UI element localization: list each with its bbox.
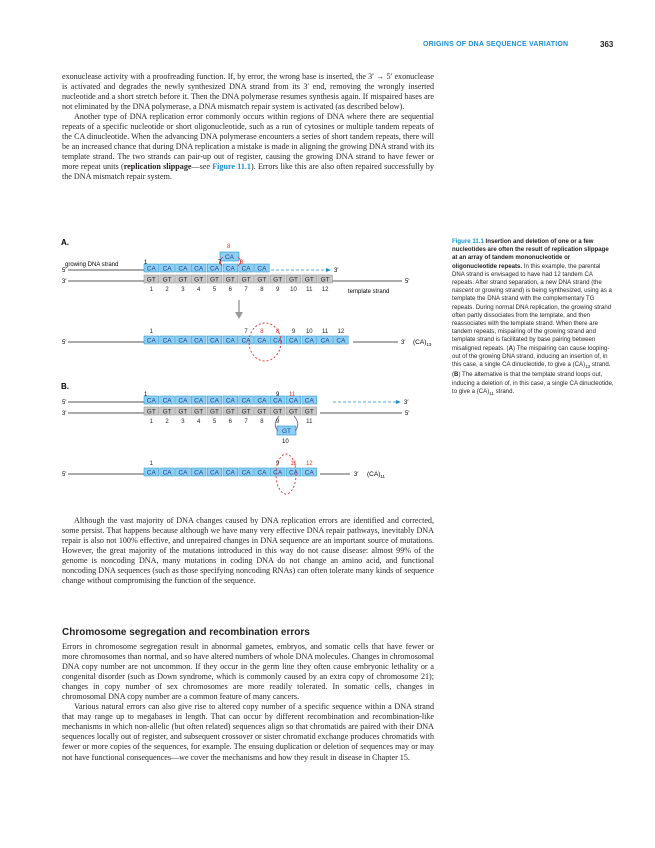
b-growing-ca-text: CA <box>162 397 172 405</box>
a-template-gt-text: GT <box>146 276 156 284</box>
b-product-three-prime: 3′ <box>354 472 359 478</box>
b-looped-out-gt-text: GT <box>281 428 292 435</box>
b-growing-ca-text: CA <box>194 397 204 405</box>
a-template-num-1: 1 <box>149 287 153 293</box>
b-product-ca-text: CA <box>209 469 220 477</box>
caption-text-6: strand. <box>493 387 515 395</box>
a-product-ca-text: CA <box>209 337 220 345</box>
a-template-num-12: 12 <box>321 287 329 293</box>
a-template-gt-text: GT <box>304 276 314 284</box>
b-product-ca-text: CA <box>241 469 251 477</box>
a-product-ca-text: CA <box>336 337 346 345</box>
a-product-numbers <box>150 329 345 335</box>
b-product-numbers <box>150 461 314 467</box>
b-template-gt-text: GT <box>178 408 188 416</box>
caption-panel-a-ref: A <box>508 344 513 352</box>
b-template-num-6: 6 <box>228 419 232 425</box>
a-bottom-five-prime: 5′ <box>405 279 410 285</box>
paragraph-3: Although the vast majority of DNA changes caused by DNA replication errors are identified and corrected, some persist. That happens because although we have many very effective DNA repair pathways, inevitably DNA repair is also not 100% effective, and unrepaired changes in DNA sequence are an important source of mutations. However, the great majority of the mutations introduced in this way do not cause disease: almost 99% of the genome is noncoding DNA, many mutations in coding DNA do not change an amino acid, and functional noncoding DNA sequences (such as those specifying noncoding RNAs) can often tolerate many kinds of sequence change without compromising the function of the sequence. <box>62 516 434 586</box>
b-template-gt-text: GT <box>304 408 314 416</box>
b-template-strand-repeats <box>144 407 317 416</box>
paragraph-2-text: Another type of DNA replication error commonly occurs within regions of DNA where there are sequential repeats of a specific nucleotide or short oligonucleotide, such as a run of cytosines or multiple tandem repeats of the CA dinucleotide. When the advancing DNA polymerase encounters a series of short tandem repeats, there will be an increased chance that during DNA replication a mistake is made in aligning the growing DNA strand with its template strand. The two strands can pair-up out of register, causing the growing DNA strand to have fewer or more repeat units ( <box>62 112 434 172</box>
b-product-label: $(CA)_{11}$ <box>367 471 386 479</box>
paragraph-1: exonuclease activity with a proofreading function. If, by error, the wrong base is inserted, the 3′ → 5′ exonuclease is activated and degrades the newly synthesized DNA strand from its 3′ end, removing the wrongly inserted nucleotide and a short stretch before it. Then the DNA polymerase resumes synthesis again. If mispaired bases are not eliminated by the DNA polymerase, a DNA mismatch repair system is activated (as described below). <box>62 72 434 112</box>
b-template-num-8: 8 <box>260 419 264 425</box>
b-template-gt-text: GT <box>273 408 283 416</box>
a-template-gt-text: GT <box>273 276 283 284</box>
b-product-ca-text: CA <box>304 469 314 477</box>
replication-slippage-diagram <box>58 232 440 502</box>
a-product-num-8: 8 <box>260 329 264 335</box>
a-looped-out-ca-text: CA <box>224 254 235 261</box>
a-product-num-8: 8 <box>276 329 280 335</box>
a-growing-ca-text: CA <box>209 265 220 273</box>
a-top-five-prime: 5′ <box>62 268 67 274</box>
running-header <box>420 40 620 54</box>
a-growing-ca-text: CA <box>225 265 235 273</box>
a-template-numbers <box>150 287 329 293</box>
a-product-num-1: 1 <box>149 329 153 335</box>
b-bottom-five-prime: 5′ <box>405 411 410 417</box>
b-template-gt-text: GT <box>225 408 235 416</box>
body-text-top <box>62 72 434 183</box>
b-growing-ca-text: CA <box>288 397 299 405</box>
caption-text-2: or growing strand) is being synthesized, using as a template the DNA strand with the complementary TG repeats. During normal DNA replication, the growing strand often partly dissociates from the template, and then reassociates with the template strand. When there are tandem repeats, mispairing of the growing strand and template strand is facilitated by base pairing between misaligned repeats. ( <box>452 287 612 352</box>
b-product-num-1: 1 <box>149 461 153 467</box>
a-product-ca-text: CA <box>273 337 283 345</box>
a-product-ca-text: CA <box>225 337 235 345</box>
paragraph-4: Errors in chromosome segregation result in abnormal gametes, embryos, and somatic cells that have fewer or more chromosomes than normal, and so have altered numbers of whole DNA molecules. Changes in chromosomal DNA copy number are not uncommon. If they occur in the germ line they often cause embryonic lethality or a congenital disorder (such as Down syndrome, which is commonly caused by an extra copy of chromosome 21); changes in copy number of sex chromosomes are more readily tolerated. In somatic cells, changes in chromosomal DNA copy number are a common feature of many cancers. <box>62 642 434 702</box>
a-growing-strand-repeats <box>144 264 269 273</box>
a-product-ca-text: CA <box>257 337 267 345</box>
b-template-num-11: 11 <box>306 419 313 425</box>
a-growing-ca-text: CA <box>178 265 188 273</box>
replication-slippage-term: replication slippage <box>123 162 192 172</box>
b-growing-ca-text: CA <box>209 397 220 405</box>
b-top-num-9: 9 <box>276 392 280 398</box>
a-product-ca-text: CA <box>320 337 330 345</box>
b-product-ca-text: CA <box>178 469 188 477</box>
a-process-arrowhead <box>235 312 243 319</box>
b-product-ca-text: CA <box>288 469 299 477</box>
a-template-num-11: 11 <box>306 287 313 293</box>
a-product-ca-text: CA <box>304 337 314 345</box>
b-product-ca-text: CA <box>225 469 235 477</box>
b-template-num-7: 7 <box>244 419 248 425</box>
caption-panel-b-ref: B <box>454 371 459 379</box>
a-product-num-7: 7 <box>244 329 248 335</box>
a-product-ca-text: CA <box>146 337 156 345</box>
panel-b-label: B. <box>61 382 69 391</box>
b-product-ca-text: CA <box>162 469 172 477</box>
b-template-gt-text: GT <box>257 408 267 416</box>
a-template-num-7: 7 <box>244 287 248 293</box>
caption-text-5: ) The alternative is that the template strand loops out, inducing a deletion of, in this case, a single CA dinucleotide, to give a (CA) <box>452 371 614 395</box>
a-template-num-3: 3 <box>181 287 185 293</box>
paragraph-2-end: ). Errors like this are also often repaired successfully by the DNA mismatch repair system. <box>62 162 435 182</box>
a-template-num-9: 9 <box>276 287 280 293</box>
a-product-num-9: 9 <box>291 329 296 335</box>
a-template-strand-repeats <box>144 275 332 284</box>
a-product-label: $(CA)_{13}$ <box>413 339 432 347</box>
figure-11-1 <box>58 232 440 502</box>
b-top-five-prime: 5′ <box>62 400 67 406</box>
a-product-num-12: 12 <box>337 329 345 335</box>
b-synthesis-arrowhead <box>396 400 401 404</box>
caption-sub-11: 11 <box>489 391 494 397</box>
a-template-num-8: 8 <box>260 287 264 293</box>
b-template-num-9: 9 <box>276 419 280 425</box>
a-template-gt-text: GT <box>320 276 330 284</box>
b-template-gt-text: GT <box>209 408 220 416</box>
b-product-ca-text: CA <box>273 469 283 477</box>
a-synthesis-arrowhead <box>326 268 331 272</box>
a-template-num-4: 4 <box>197 287 201 293</box>
a-bottom-three-prime: 3′ <box>62 279 67 285</box>
figure-caption <box>452 238 614 398</box>
a-product-num-11: 11 <box>321 329 329 335</box>
caption-text-3: ) The mispairing can cause looping-out of the growing DNA strand, inducing an insertion of, in this case, a single CA dinucleotide, to give a (CA) <box>452 344 610 369</box>
page-number: 363 <box>600 40 614 49</box>
a-template-gt-text: GT <box>178 276 188 284</box>
growing-strand-label: growing DNA strand <box>65 262 119 268</box>
b-product-strand-repeats <box>144 468 317 477</box>
a-template-gt-text: GT <box>209 276 220 284</box>
panel-a-label: A. <box>61 238 69 247</box>
b-template-gt-text: GT <box>146 408 156 416</box>
b-product-num-9: 9 <box>276 461 280 467</box>
b-product-five-prime: 5′ <box>62 472 67 478</box>
caption-title: Insertion and deletion of one or a few nucleotides are often the result of replication slippage at an array of tandem mononucleotide or oligonucleotide repeats. <box>452 238 609 270</box>
b-product-ca-text: CA <box>257 469 267 477</box>
b-product-num-11: 11 <box>290 461 297 467</box>
a-product-five-prime: 5′ <box>62 340 67 346</box>
b-growing-ca-text: CA <box>241 397 251 405</box>
a-template-num-5: 5 <box>212 287 217 293</box>
b-template-num-5: 5 <box>212 419 217 425</box>
b-product-ca-text: CA <box>194 469 204 477</box>
a-product-ca-text: CA <box>288 337 299 345</box>
b-growing-ca-text: CA <box>225 397 235 405</box>
b-template-gt-text: GT <box>194 408 204 416</box>
a-product-ca-text: CA <box>241 337 251 345</box>
b-product-ca-text: CA <box>146 469 156 477</box>
a-loop-num-8: 8 <box>227 244 231 250</box>
a-top-num-1: 1 <box>144 260 148 266</box>
a-top-num-8: 8 <box>240 260 244 266</box>
b-growing-ca-text: CA <box>273 397 283 405</box>
caption-nascent: nascent <box>452 287 474 295</box>
paragraph-5: Various natural errors can also give rise to altered copy number of a specific sequence within a DNA strand that may range up to megabases in length. That can occur by different recombination and recombination-like mechanisms in which non-allelic (but often related) sequences align so that chromatids are paired with their DNA sequences locally out of register, and subsequent crossover or sister chromatid exchange produces chromatids with fewer or more copies of the sequences, for example. The ensuing duplication or deletion of sequences may or may not have functional consequences—we cover the mechanisms and how they result in disease in Chapter 15. <box>62 702 434 762</box>
a-product-strand-repeats <box>144 336 348 345</box>
b-growing-ca-text: CA <box>257 397 267 405</box>
b-template-gt-text: GT <box>288 408 299 416</box>
a-product-three-prime: 3′ <box>401 340 406 346</box>
b-template-gt-text: GT <box>162 408 172 416</box>
b-template-num-2: 2 <box>165 419 169 425</box>
a-template-num-10: 10 <box>290 287 297 293</box>
a-template-gt-text: GT <box>225 276 235 284</box>
paragraph-2-see: —see <box>191 162 213 172</box>
b-top-three-prime: 3′ <box>404 400 409 406</box>
a-growing-ca-text: CA <box>194 265 204 273</box>
caption-text-1: In this example, the parental DNA strand is envisaged to have had 12 tandem CA repeats. After strand separation, a new DNA strand (the <box>452 262 602 287</box>
a-top-three-prime: 3′ <box>334 268 339 274</box>
running-header-section: ORIGINS OF DNA SEQUENCE VARIATION <box>423 41 569 48</box>
a-template-num-6: 6 <box>228 287 232 293</box>
paragraph-2 <box>62 112 434 182</box>
section-heading: Chromosome segregation and recombination errors <box>62 627 310 638</box>
figure-11-1-link[interactable]: Figure 11.1 <box>212 162 251 172</box>
b-loop-num-10: 10 <box>282 439 289 445</box>
b-template-num-3: 3 <box>181 419 185 425</box>
a-product-ca-text: CA <box>162 337 172 345</box>
a-product-num-10: 10 <box>305 329 313 335</box>
b-product-num-12: 12 <box>305 461 313 467</box>
b-top-num-11: 11 <box>289 392 296 398</box>
b-bottom-three-prime: 3′ <box>62 411 67 417</box>
a-template-gt-text: GT <box>288 276 299 284</box>
a-product-ca-text: CA <box>194 337 204 345</box>
a-top-num-7: 7 <box>218 260 222 266</box>
body-text-bottom <box>62 642 434 763</box>
a-growing-ca-text: CA <box>146 265 156 273</box>
b-template-numbers <box>150 419 313 425</box>
a-template-num-2: 2 <box>165 287 169 293</box>
b-top-num-1: 1 <box>144 392 148 398</box>
caption-text-4: strand. ( <box>452 361 611 379</box>
caption-sub-13: 13 <box>585 364 591 370</box>
template-strand-label: template strand <box>348 289 390 295</box>
a-template-gt-text: GT <box>194 276 204 284</box>
a-growing-ca-text: CA <box>162 265 172 273</box>
a-product-ca-text: CA <box>178 337 188 345</box>
b-template-num-1: 1 <box>149 419 153 425</box>
a-template-gt-text: GT <box>257 276 267 284</box>
a-growing-ca-text: CA <box>241 265 251 273</box>
b-template-num-4: 4 <box>197 419 201 425</box>
b-growing-ca-text: CA <box>146 397 156 405</box>
caption-figure-number: Figure 11.1 <box>452 238 484 245</box>
a-growing-ca-text: CA <box>257 265 267 273</box>
body-text-middle <box>62 516 434 586</box>
b-template-gt-text: GT <box>241 408 251 416</box>
a-template-gt-text: GT <box>241 276 251 284</box>
b-growing-ca-text: CA <box>304 397 314 405</box>
a-template-gt-text: GT <box>162 276 172 284</box>
b-growing-ca-text: CA <box>178 397 188 405</box>
